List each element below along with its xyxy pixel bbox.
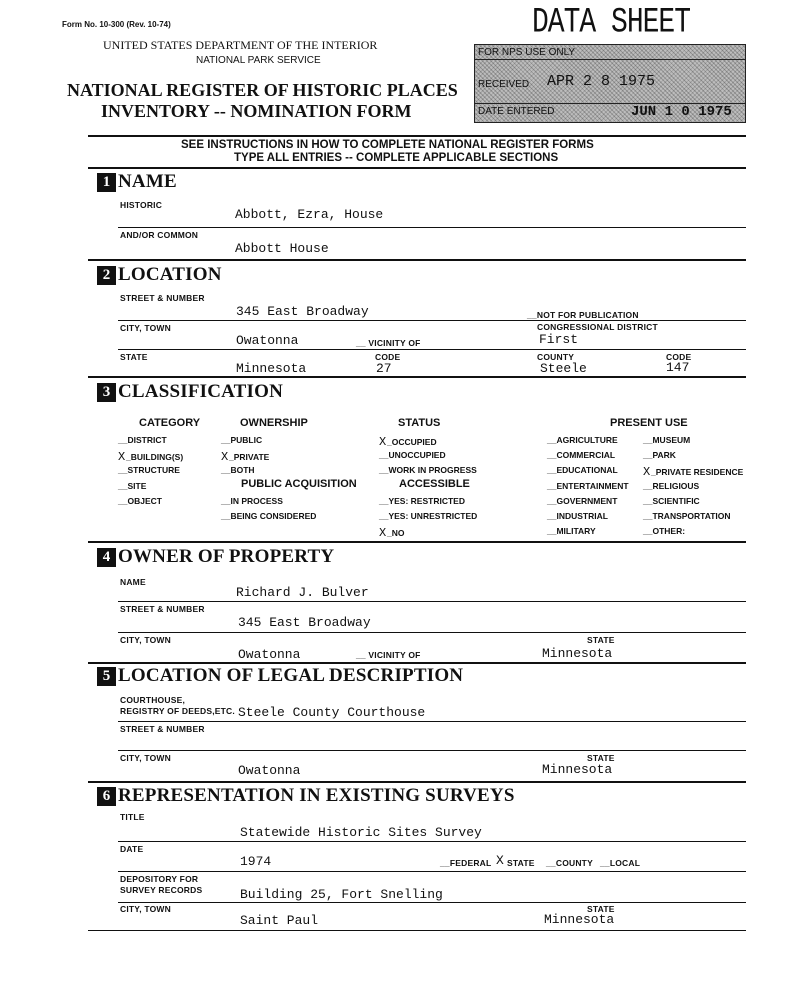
checkbox-mark: X (118, 450, 126, 465)
street-number-value: 345 East Broadway (236, 304, 369, 319)
option-label: PRIVATE RESIDENCE (655, 467, 744, 478)
state-code-value: 27 (376, 361, 392, 376)
option-label: SITE (127, 480, 147, 491)
accessible-option-no[interactable] (379, 526, 404, 540)
blank-line: __ (643, 511, 653, 521)
option-label: AGRICULTURE (556, 435, 618, 445)
courthouse-label-line2: REGISTRY OF DEEDS,ETC. (120, 706, 235, 716)
blank-line: __ (643, 450, 653, 461)
option-label: PUBLIC (230, 435, 263, 445)
present-use-option-entertainment[interactable] (547, 481, 629, 491)
option-label: IN PROCESS (230, 496, 283, 506)
local-survey-option: __LOCAL (600, 858, 641, 868)
federal-option: __FEDERAL (440, 858, 492, 868)
blank-line: __ (379, 496, 389, 506)
survey-title-label: TITLE (120, 812, 145, 822)
checkbox-mark: X (379, 435, 387, 449)
blank-line: __ (221, 435, 231, 445)
common-name-label: AND/OR COMMON (120, 230, 199, 240)
section-name-heading (97, 171, 177, 193)
section-surveys-heading (97, 785, 515, 807)
blank-line: __ (118, 465, 128, 476)
blank-line: _ (229, 452, 234, 463)
blank-line: __ (547, 450, 557, 461)
courthouse-value: Steele County Courthouse (238, 705, 426, 720)
owner-vicinity-option: __ VICINITY OF (356, 650, 421, 660)
blank-line: __ (379, 511, 389, 522)
form-title-line2: INVENTORY -- NOMINATION FORM (101, 101, 412, 121)
county-code-value: 147 (666, 360, 690, 375)
nps-heading: FOR NPS USE ONLY (478, 47, 576, 58)
blank-line: __ (547, 465, 557, 476)
blank-line: __ (547, 435, 557, 445)
option-label: OBJECT (127, 495, 162, 506)
option-label: YES: RESTRICTED (388, 496, 465, 506)
instructions-line2: TYPE ALL ENTRIES -- COMPLETE APPLICABLE SECTIONS (234, 152, 559, 164)
owner-street-value: 345 East Broadway (238, 615, 371, 630)
nps-use-only-box (474, 44, 746, 123)
option-label: PARK (652, 450, 676, 461)
section-number: 6 (97, 787, 116, 806)
option-label: OCCUPIED (391, 437, 437, 447)
option-label: YES: UNRESTRICTED (388, 511, 478, 522)
section-classification-heading (97, 381, 283, 403)
option-label: BOTH (230, 465, 255, 476)
category-option-building-s[interactable] (118, 450, 183, 464)
option-label: MUSEUM (652, 435, 691, 445)
present-use-option-agriculture[interactable] (547, 435, 618, 445)
courthouse-label-line1: COURTHOUSE, (120, 695, 186, 705)
owner-city-label: CITY, TOWN (120, 635, 171, 645)
status-heading: STATUS (398, 417, 441, 429)
present-use-option-industrial[interactable] (547, 511, 608, 521)
blank-line: __ (118, 435, 128, 445)
date-entered-label: DATE ENTERED (478, 106, 555, 117)
option-label: GOVERNMENT (556, 495, 618, 506)
city-value: Owatonna (236, 333, 299, 348)
ownership-option-private[interactable] (221, 450, 269, 464)
survey-date-value: 1974 (240, 854, 272, 869)
present-use-option-commercial[interactable] (547, 450, 615, 460)
blank-line: __ (118, 495, 128, 506)
ownership-option-public[interactable] (221, 435, 262, 445)
depository-label-line2: SURVEY RECORDS (120, 885, 203, 895)
option-label: COMMERCIAL (556, 450, 616, 461)
survey-city-label: CITY, TOWN (120, 904, 171, 914)
section-number: 1 (97, 173, 116, 192)
legal-state-label: STATE (587, 753, 615, 763)
checkbox-mark: X (379, 526, 387, 541)
blank-line: _ (126, 452, 131, 463)
data-sheet-heading: DATA SHEET (532, 4, 691, 43)
blank-line: __ (547, 495, 557, 506)
legal-city-label: CITY, TOWN (120, 753, 171, 763)
ownership-option-both[interactable] (221, 465, 255, 475)
section-number: 5 (97, 667, 116, 686)
owner-city-value: Owatonna (238, 647, 301, 662)
section-owner-heading (97, 546, 334, 568)
legal-state-value: Minnesota (542, 762, 613, 777)
survey-date-label: DATE (120, 844, 144, 854)
state-label: STATE (120, 352, 148, 362)
present-use-option-private-residence[interactable] (643, 465, 743, 479)
section-location-heading (97, 264, 222, 286)
present-use-option-park[interactable] (643, 450, 676, 460)
county-value: Steele (540, 361, 587, 376)
section-number: 4 (97, 548, 116, 567)
blank-line: __ (221, 511, 231, 522)
option-label: UNOCCUPIED (388, 450, 446, 461)
common-name-value: Abbott House (235, 241, 329, 256)
category-option-object[interactable] (118, 496, 162, 506)
survey-state-label: STATE (587, 904, 615, 914)
option-label: OTHER: (652, 526, 686, 537)
section-number: 3 (97, 383, 116, 402)
date-entered-value: JUN 1 0 1975 (631, 104, 732, 120)
blank-line: _ (387, 528, 392, 539)
option-label: NO (391, 528, 405, 539)
present-use-option-other[interactable] (643, 526, 685, 536)
option-label: DISTRICT (127, 435, 167, 445)
section-legal-description-heading (97, 665, 463, 687)
county-code-label: CODE (666, 352, 692, 362)
present-use-heading: PRESENT USE (610, 417, 688, 429)
blank-line: __ (547, 511, 557, 521)
blank-line: __ (547, 526, 557, 537)
blank-line: __ (118, 480, 128, 491)
category-option-structure[interactable] (118, 465, 180, 475)
acquisition-option-in-process[interactable] (221, 496, 283, 506)
present-use-option-educational[interactable] (547, 465, 618, 475)
acquisition-option-being-considered[interactable] (221, 511, 316, 521)
present-use-option-military[interactable] (547, 526, 596, 536)
blank-line: __ (643, 480, 653, 491)
received-label: RECEIVED (478, 79, 530, 90)
present-use-option-religious[interactable] (643, 481, 699, 491)
blank-line: __ (547, 480, 557, 491)
depository-label-line1: DEPOSITORY FOR (120, 874, 199, 884)
vicinity-option: __ VICINITY OF (356, 338, 421, 348)
blank-line: __ (643, 526, 653, 537)
accessible-heading: ACCESSIBLE (399, 478, 470, 490)
owner-state-label: STATE (587, 635, 615, 645)
category-heading: CATEGORY (139, 417, 201, 429)
state-survey-mark: X (496, 853, 504, 868)
public-acquisition-heading: PUBLIC ACQUISITION (241, 478, 357, 490)
option-label: TRANSPORTATION (652, 511, 731, 521)
blank-line: __ (379, 450, 389, 461)
option-label: BEING CONSIDERED (230, 511, 317, 522)
owner-street-label: STREET & NUMBER (120, 604, 205, 614)
option-label: INDUSTRIAL (556, 511, 608, 521)
county-label: COUNTY (537, 352, 575, 362)
owner-name-value: Richard J. Bulver (236, 585, 369, 600)
blank-line: __ (221, 465, 231, 476)
section-title: NAME (118, 171, 177, 192)
accessible-option-yes-restricted[interactable] (379, 496, 465, 506)
status-option-occupied[interactable] (379, 435, 437, 449)
depository-value: Building 25, Fort Snelling (240, 887, 443, 902)
owner-state-value: Minnesota (542, 646, 613, 661)
option-label: PRIVATE (233, 452, 270, 463)
form-title-line1: NATIONAL REGISTER OF HISTORIC PLACES (67, 80, 458, 100)
section-title: LOCATION OF LEGAL DESCRIPTION (118, 665, 464, 686)
category-option-site[interactable] (118, 481, 146, 491)
state-code-label: CODE (375, 352, 401, 362)
survey-title-value: Statewide Historic Sites Survey (240, 825, 482, 840)
option-label: MILITARY (556, 526, 596, 537)
checkbox-mark: X (221, 450, 229, 465)
survey-state-value: Minnesota (544, 912, 615, 927)
accessible-option-yes-unrestricted[interactable] (379, 511, 477, 521)
blank-line: __ (643, 435, 653, 445)
blank-line: __ (643, 495, 653, 506)
option-label: SCIENTIFIC (652, 495, 700, 506)
status-option-work-in-progress[interactable] (379, 465, 477, 475)
status-option-unoccupied[interactable] (379, 450, 446, 460)
state-value: Minnesota (236, 361, 307, 376)
section-number: 2 (97, 266, 116, 285)
section-title: OWNER OF PROPERTY (118, 546, 335, 567)
received-date: APR 2 8 1975 (547, 73, 656, 90)
not-for-publication-option: __NOT FOR PUBLICATION (527, 310, 639, 320)
service-name: NATIONAL PARK SERVICE (196, 55, 321, 66)
department-name: UNITED STATES DEPARTMENT OF THE INTERIOR (103, 38, 378, 52)
category-option-district[interactable] (118, 435, 167, 445)
district-value: First (539, 332, 579, 347)
instructions-line1: SEE INSTRUCTIONS IN HOW TO COMPLETE NATIONAL REGISTER FORMS (181, 139, 594, 151)
section-title: LOCATION (118, 264, 222, 285)
blank-line: __ (379, 465, 389, 476)
legal-street-label: STREET & NUMBER (120, 724, 205, 734)
present-use-option-scientific[interactable] (643, 496, 700, 506)
state-survey-option: STATE (507, 858, 535, 868)
congressional-district-label: CONGRESSIONAL DISTRICT (537, 322, 658, 332)
present-use-option-government[interactable] (547, 496, 617, 506)
form-number: Form No. 10-300 (Rev. 10-74) (62, 20, 171, 29)
street-number-label: STREET & NUMBER (120, 293, 205, 303)
option-label: STRUCTURE (127, 465, 180, 476)
option-label: WORK IN PROGRESS (388, 465, 477, 476)
city-town-label: CITY, TOWN (120, 323, 171, 333)
ownership-heading: OWNERSHIP (240, 417, 308, 429)
option-label: BUILDING(S) (130, 452, 184, 463)
legal-city-value: Owatonna (238, 763, 301, 778)
blank-line: _ (387, 437, 392, 447)
present-use-option-transportation[interactable] (643, 511, 731, 521)
county-survey-option: __COUNTY (546, 858, 593, 868)
historic-label: HISTORIC (120, 200, 163, 210)
section-title: CLASSIFICATION (118, 381, 284, 402)
blank-line: _ (651, 467, 656, 478)
owner-name-label: NAME (120, 577, 146, 587)
option-label: RELIGIOUS (652, 480, 700, 491)
blank-line: __ (221, 496, 231, 506)
checkbox-mark: X (643, 465, 651, 480)
option-label: EDUCATIONAL (556, 465, 618, 476)
option-label: ENTERTAINMENT (556, 480, 629, 491)
survey-city-value: Saint Paul (240, 913, 319, 928)
historic-name-value: Abbott, Ezra, House (235, 207, 384, 222)
section-title: REPRESENTATION IN EXISTING SURVEYS (118, 785, 515, 806)
present-use-option-museum[interactable] (643, 435, 690, 445)
